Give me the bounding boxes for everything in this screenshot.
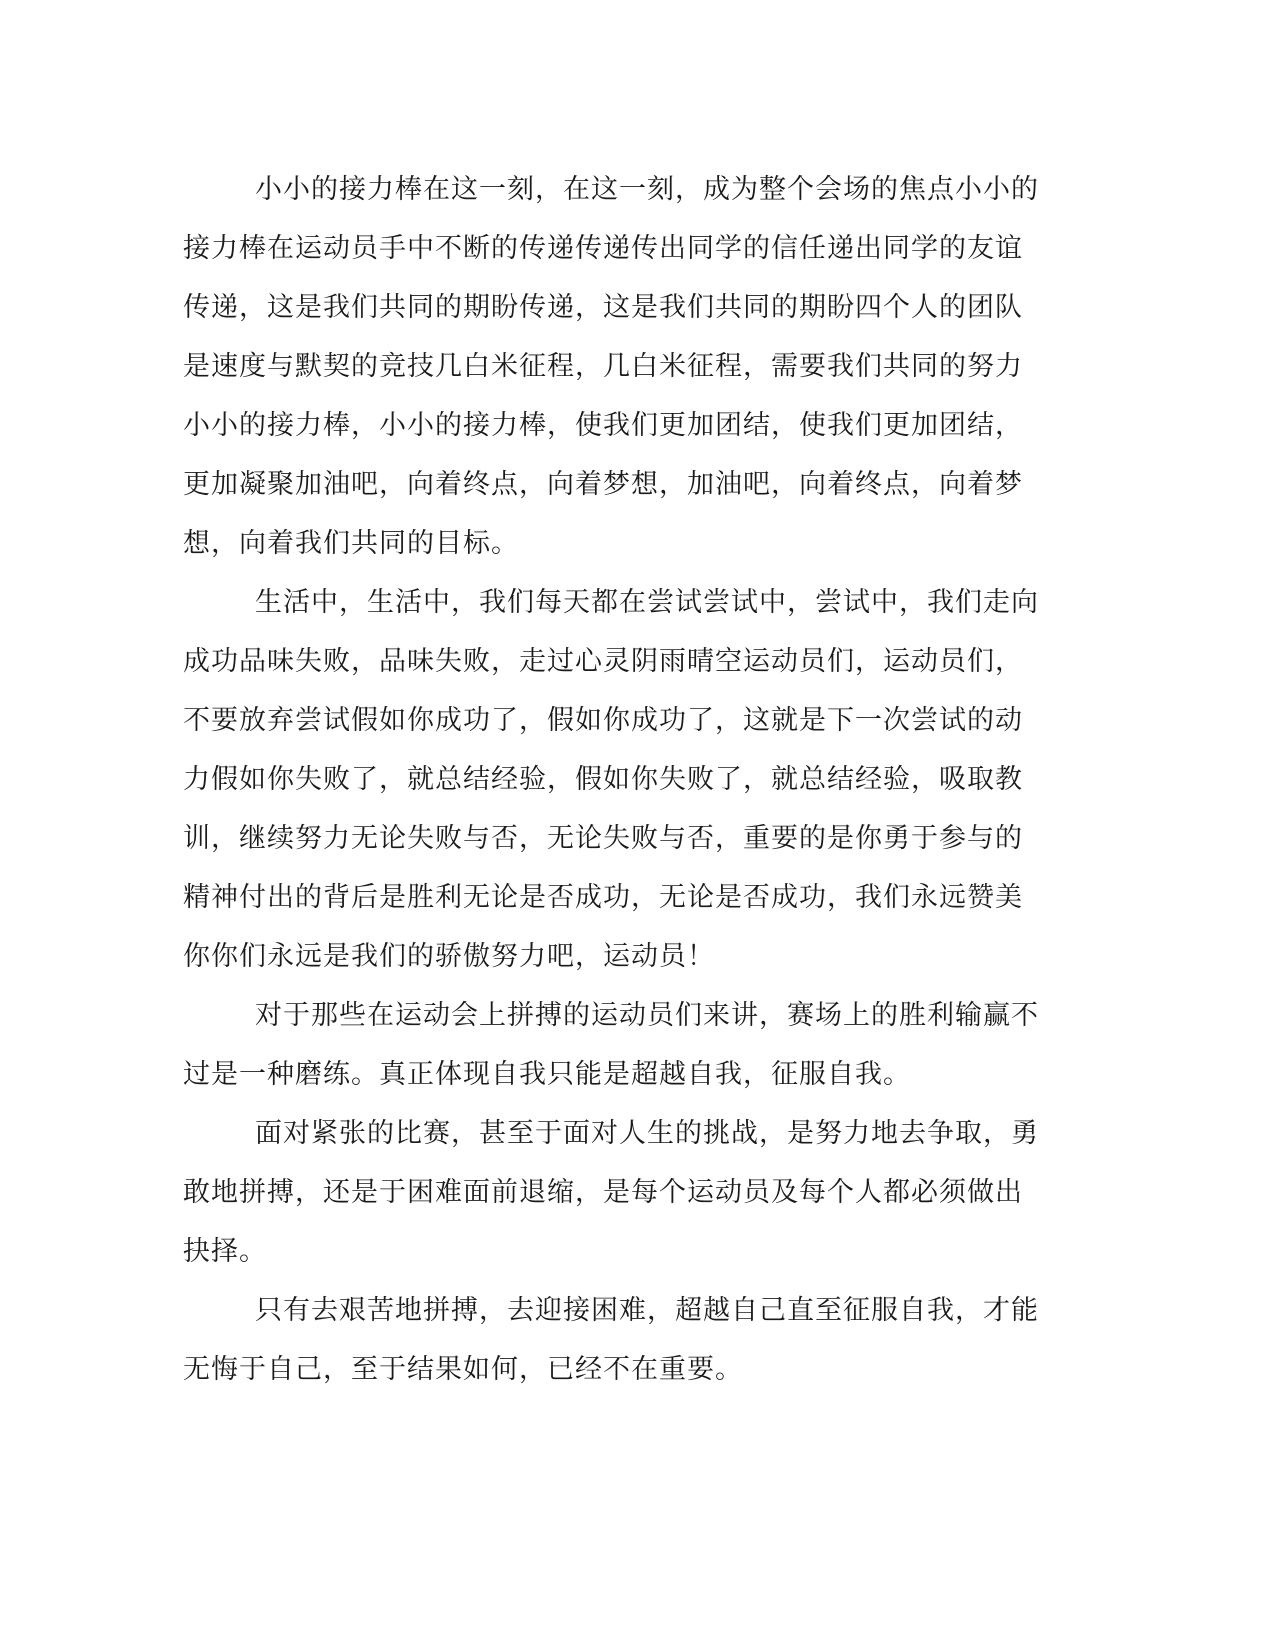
- text-line: 不要放弃尝试假如你成功了，假如你成功了，这就是下一次尝试的动: [183, 705, 1023, 736]
- text-line: 传递，这是我们共同的期盼传递，这是我们共同的期盼四个人的团队: [183, 292, 1023, 323]
- text-line: 只有去艰苦地拼搏，去迎接困难，超越自己直至征服自我，才能: [255, 1295, 1039, 1326]
- text-line: 生活中，生活中，我们每天都在尝试尝试中，尝试中，我们走向: [255, 587, 1039, 618]
- text-line: 过是一种磨练。真正体现自我只能是超越自我，征服自我。: [183, 1059, 911, 1090]
- text-line: 小小的接力棒，小小的接力棒，使我们更加团结，使我们更加团结，: [183, 410, 1023, 441]
- text-line: 对于那些在运动会上拼搏的运动员们来讲，赛场上的胜利输赢不: [255, 1000, 1039, 1031]
- text-line: 精神付出的背后是胜利无论是否成功，无论是否成功，我们永远赞美: [183, 882, 1023, 913]
- paragraph-3: [183, 986, 1039, 1104]
- text-line: 无悔于自己，至于结果如何，已经不在重要。: [183, 1354, 743, 1385]
- paragraph-2: [183, 573, 1039, 986]
- paragraph-4: [183, 1104, 1039, 1281]
- text-line: 接力棒在运动员手中不断的传递传递传出同学的信任递出同学的友谊: [183, 233, 1023, 264]
- text-line: 面对紧张的比赛，甚至于面对人生的挑战，是努力地去争取，勇: [255, 1118, 1039, 1149]
- text-line: 更加凝聚加油吧，向着终点，向着梦想，加油吧，向着终点，向着梦: [183, 469, 1023, 500]
- text-line: 你你们永远是我们的骄傲努力吧，运动员！: [183, 941, 715, 972]
- text-line: 训，继续努力无论失败与否，无论失败与否，重要的是你勇于参与的: [183, 823, 1023, 854]
- text-line: 敢地拼搏，还是于困难面前退缩，是每个运动员及每个人都必须做出: [183, 1177, 1023, 1208]
- document-body: [183, 160, 1039, 1399]
- text-line: 抉择。: [183, 1236, 267, 1267]
- paragraph-1: [183, 160, 1039, 573]
- text-line: 是速度与默契的竞技几白米征程，几白米征程，需要我们共同的努力: [183, 351, 1023, 382]
- text-line: 成功品味失败，品味失败，走过心灵阴雨晴空运动员们，运动员们，: [183, 646, 1023, 677]
- text-line: 小小的接力棒在这一刻，在这一刻，成为整个会场的焦点小小的: [255, 174, 1039, 205]
- text-line: 力假如你失败了，就总结经验，假如你失败了，就总结经验，吸取教: [183, 764, 1023, 795]
- paragraph-5: [183, 1281, 1039, 1399]
- text-line: 想，向着我们共同的目标。: [183, 528, 519, 559]
